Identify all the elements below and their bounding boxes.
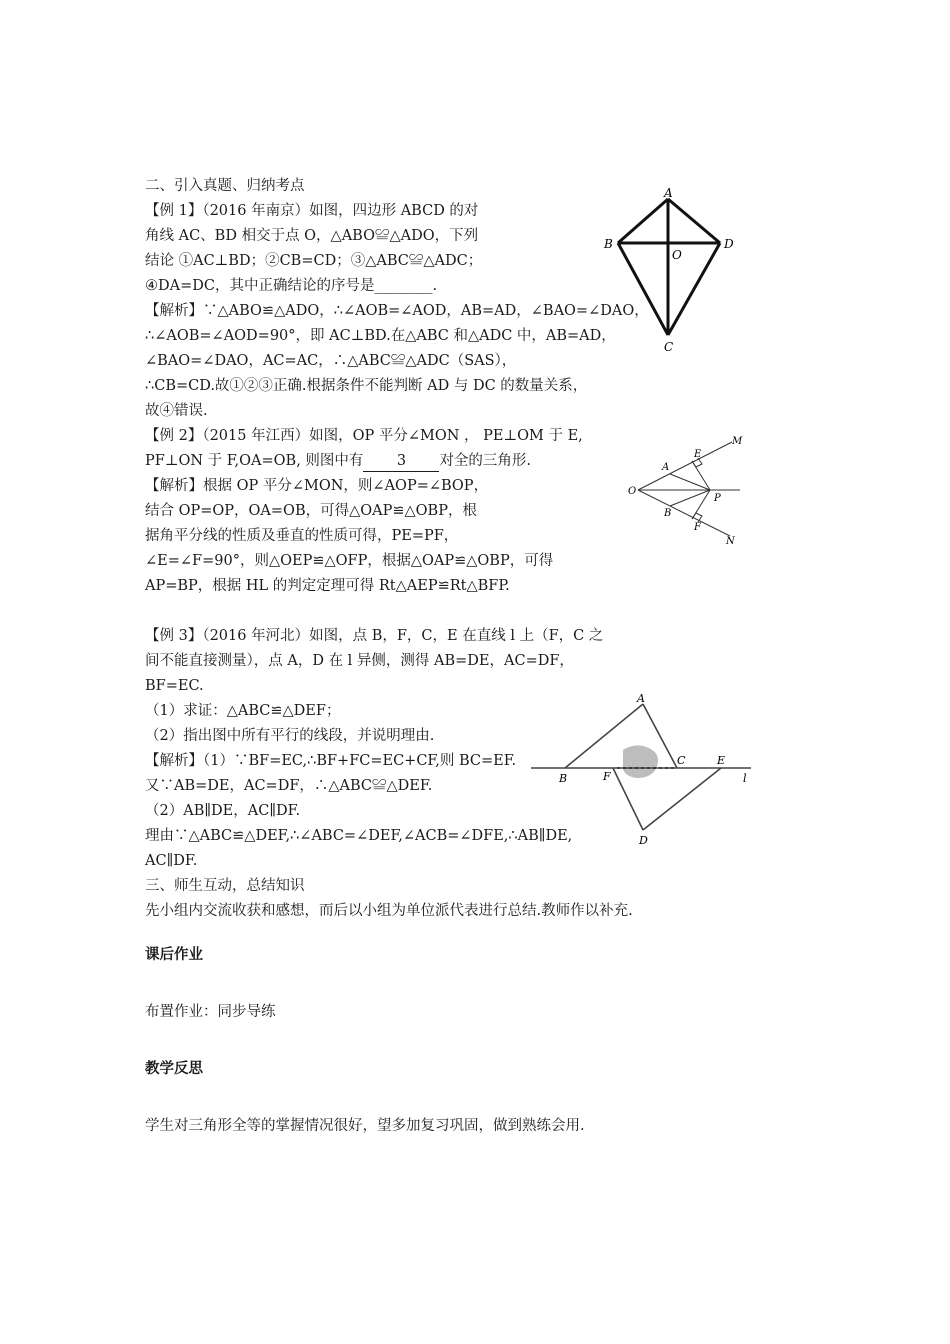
figure-quadrilateral-abcd — [600, 185, 750, 357]
figure1-label-a: A — [664, 186, 673, 200]
example2-line2 — [145, 451, 531, 472]
figure2-label-a: A — [662, 462, 670, 473]
example2-answer-blank: 3 — [363, 451, 439, 472]
figure2-label-f: F — [694, 522, 701, 533]
example1-line2: 角线 AC、BD 相交于点 O，△ABO≌△ADO，下列 — [145, 228, 479, 244]
figure1-label-c: C — [664, 340, 674, 354]
section3-title: 三、师生互动，总结知识 — [145, 878, 305, 894]
reflection-heading: 教学反思 — [145, 1061, 203, 1077]
example1-line3: 结论 ①AC⊥BD；②CB=CD；③△ABC≌△ADC； — [145, 253, 483, 269]
figure2-label-b: B — [664, 508, 672, 519]
example3-answer-line2: 又∵AB=DE，AC=DF，∴△ABC≌△DEF. — [145, 778, 433, 794]
figure3-label-e: E — [717, 754, 726, 767]
example2-answer-line2: 结合 OP=OP，OA=OB，可得△OAP≌△OBP，根 — [145, 503, 477, 519]
example2-answer-line3: 据角平分线的性质及垂直的性质可得，PE=PF， — [145, 528, 459, 544]
example2-answer-line1: 【解析】根据 OP 平分∠MON，则∠AOP=∠BOP， — [145, 478, 489, 494]
homework-text: 布置作业：同步导练 — [145, 1004, 276, 1020]
example1-line1: 【例 1】（2016 年南京）如图，四边形 ABCD 的对 — [145, 203, 479, 219]
example2-line1: 【例 2】（2015 年江西）如图，OP 平分∠MON ， PE⊥OM 于 E, — [145, 428, 583, 444]
example2-answer-line4: ∠E=∠F=90°，则△OEP≌△OFP，根据△OAP≌△OBP，可得 — [145, 553, 554, 569]
example3-line2: 间不能直接测量），点 A，D 在 l 异侧，测得 AB=DE，AC=DF， — [145, 653, 574, 669]
example3-question2: （2）指出图中所有平行的线段，并说明理由. — [145, 728, 435, 744]
figure3-label-f: F — [603, 770, 611, 783]
example3-answer-line1: 【解析】（1）∵BF=EC,∴BF+FC=EC+CF,则 BC=EF. — [145, 753, 517, 769]
homework-heading: 课后作业 — [145, 947, 203, 963]
figure-angle-bisector — [622, 432, 752, 548]
figure1-label-o: O — [672, 248, 682, 262]
figure2-label-m: M — [732, 436, 743, 447]
figure3-label-c: C — [677, 754, 686, 767]
example1-answer-line5: 故④错误. — [145, 403, 208, 419]
unmeasurable-region — [623, 745, 658, 778]
figure3-label-b: B — [559, 772, 568, 785]
figure1-label-d: D — [724, 237, 734, 251]
example3-question1: （1）求证：△ABC≌△DEF； — [145, 703, 341, 719]
figure2-label-o: O — [628, 486, 637, 497]
example3-answer-line3: （2）AB∥DE，AC∥DF. — [145, 803, 301, 819]
example2-answer-line5: AP=BP，根据 HL 的判定定理可得 Rt△AEP≌Rt△BFP. — [145, 578, 510, 594]
example1-answer-line1: 【解析】∵△ABO≌△ADO，∴∠AOB=∠AOD，AB=AD，∠BAO=∠DAO， — [145, 303, 649, 319]
figure-triangles-on-line — [525, 690, 755, 848]
figure3-label-l: l — [743, 772, 747, 785]
figure3-label-a: A — [637, 692, 645, 705]
example1-answer-line2: ∴∠AOB=∠AOD=90°，即 AC⊥BD.在△ABC 和△ADC 中，AB=AD， — [145, 328, 616, 344]
example2-line2-pre: PF⊥ON 于 F,OA=OB, 则图中有 — [145, 453, 364, 469]
example3-answer-line5: AC∥DF. — [145, 853, 198, 869]
example3-line3: BF=EC. — [145, 678, 204, 694]
figure1-label-b: B — [604, 237, 613, 251]
section3-text: 先小组内交流收获和感想，而后以小组为单位派代表进行总结.教师作以补充. — [145, 903, 633, 919]
figure2-label-p: P — [714, 493, 721, 504]
example1-line4: ④DA=DC，其中正确结论的序号是________. — [145, 278, 438, 294]
figure2-label-e: E — [694, 449, 702, 460]
example1-answer-line3: ∠BAO=∠DAO，AC=AC，∴△ABC≌△ADC（SAS）， — [145, 353, 517, 369]
figure2-label-n: N — [726, 536, 735, 547]
figure3-label-d: D — [639, 834, 648, 847]
example2-line2-post: 对全的三角形. — [439, 453, 532, 469]
example3-answer-line4: 理由∵△ABC≌△DEF,∴∠ABC=∠DEF,∠ACB=∠DFE,∴AB∥DE, — [145, 828, 573, 844]
example3-line1: 【例 3】（2016 年河北）如图，点 B，F，C，E 在直线 l 上（F，C 之 — [145, 628, 604, 644]
example1-answer-line4: ∴CB=CD.故①②③正确.根据条件不能判断 AD 与 DC 的数量关系， — [145, 378, 588, 394]
section-title: 二、引入真题、归纳考点 — [145, 178, 305, 194]
reflection-text: 学生对三角形全等的掌握情况很好，望多加复习巩固，做到熟练会用. — [145, 1118, 585, 1134]
